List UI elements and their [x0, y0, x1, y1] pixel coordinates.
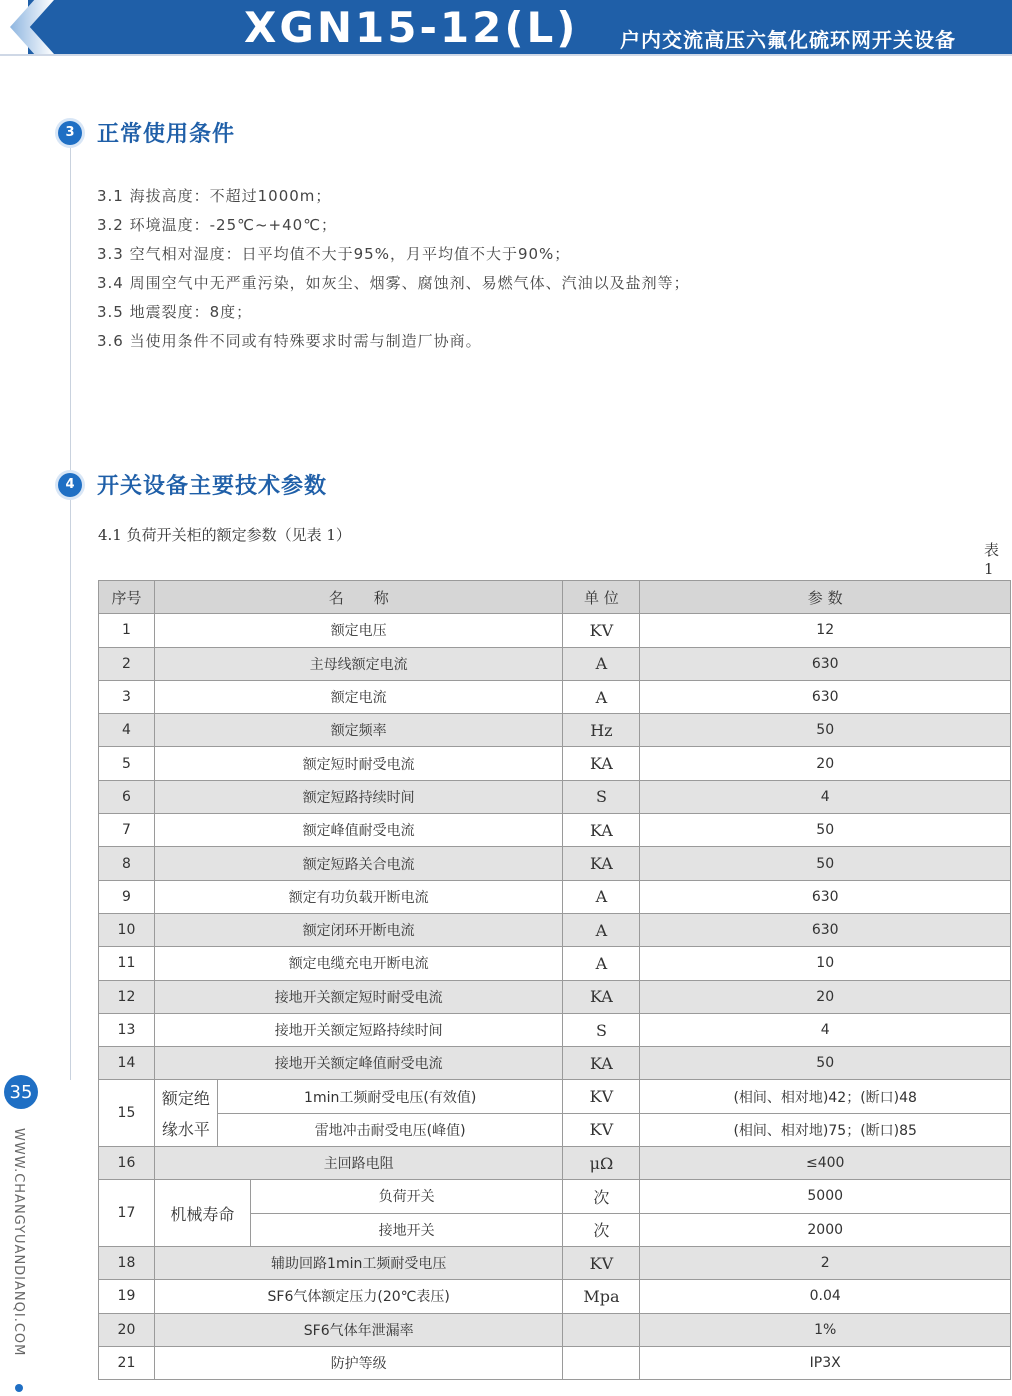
row-number: 9 — [99, 880, 155, 913]
group-label-line: 额定绝 — [161, 1089, 210, 1109]
table-row — [99, 814, 1011, 847]
table-row — [99, 1246, 1011, 1279]
table-row — [99, 847, 1011, 880]
parameter-value: 630 — [640, 880, 1011, 913]
parameter-name: 辅助回路1min工频耐受电压 — [154, 1246, 563, 1279]
rated-parameters-table — [98, 580, 1011, 1380]
header-no: 序号 — [99, 581, 155, 614]
table-label: 表 1 — [984, 541, 1000, 578]
parameter-value: 0.04 — [640, 1280, 1011, 1313]
parameter-name: 额定电缆充电开断电流 — [154, 947, 563, 980]
parameter-unit: A — [563, 880, 640, 913]
row-number: 7 — [99, 814, 155, 847]
row-number: 17 — [99, 1180, 155, 1247]
parameter-unit: 次 — [563, 1180, 640, 1213]
header-name: 名 称 — [154, 581, 563, 614]
row-number: 18 — [99, 1246, 155, 1279]
table-header-row — [99, 581, 1011, 614]
parameter-unit: Mpa — [563, 1280, 640, 1313]
parameter-name: 接地开关额定短路持续时间 — [154, 1013, 563, 1046]
parameter-value: 50 — [640, 1047, 1011, 1080]
parameter-value: ≤400 — [640, 1147, 1011, 1180]
table-row — [99, 913, 1011, 946]
mechanical-life-group: 机械寿命 — [154, 1180, 250, 1247]
parameter-value: 10 — [640, 947, 1011, 980]
row-number: 8 — [99, 847, 155, 880]
parameter-name: 接地开关额定峰值耐受电流 — [154, 1047, 563, 1080]
parameter-name: 额定电压 — [154, 614, 563, 647]
parameter-name: 主母线额定电流 — [154, 647, 563, 680]
insulation-level-group — [154, 1080, 217, 1147]
section-number-badge: 4 — [58, 473, 82, 497]
parameter-name: 额定闭环开断电流 — [154, 913, 563, 946]
condition-item: 3.4 周围空气中无严重污染，如灰尘、烟雾、腐蚀剂、易燃气体、汽油以及盐剂等； — [97, 274, 690, 292]
table-row — [99, 880, 1011, 913]
row-number: 4 — [99, 714, 155, 747]
table-intro-text: 4.1 负荷开关柜的额定参数（见表 1） — [98, 526, 351, 544]
parameter-name: 雷地冲击耐受电压(峰值) — [217, 1113, 563, 1146]
table-row — [99, 1180, 1011, 1213]
table-row — [99, 614, 1011, 647]
table-row — [99, 1047, 1011, 1080]
condition-item: 3.1 海拔高度：不超过1000m； — [97, 187, 332, 205]
parameter-unit: 次 — [563, 1213, 640, 1246]
website-url: WWW.CHANGYUANDIANQI.COM — [11, 1128, 26, 1357]
parameter-value: 12 — [640, 614, 1011, 647]
page-header — [0, 0, 1012, 56]
parameter-unit — [563, 1346, 640, 1379]
row-number: 19 — [99, 1280, 155, 1313]
table-row — [99, 1280, 1011, 1313]
parameter-unit: KA — [563, 847, 640, 880]
row-number: 3 — [99, 680, 155, 713]
parameter-unit: S — [563, 1013, 640, 1046]
parameter-value: 2 — [640, 1246, 1011, 1279]
section-number-badge: 3 — [58, 121, 82, 145]
header-unit: 单 位 — [563, 581, 640, 614]
parameter-name: 额定短时耐受电流 — [154, 747, 563, 780]
parameter-name: 接地开关 — [250, 1213, 563, 1246]
parameter-unit: KA — [563, 1047, 640, 1080]
parameter-unit: KA — [563, 980, 640, 1013]
parameter-value: (相间、相对地)75；(断口)85 — [640, 1113, 1011, 1146]
parameter-value: (相间、相对地)42；(断口)48 — [640, 1080, 1011, 1113]
bullet-dot-icon — [15, 1384, 23, 1392]
parameter-unit: S — [563, 780, 640, 813]
parameter-unit: A — [563, 913, 640, 946]
row-number: 16 — [99, 1147, 155, 1180]
parameter-unit — [563, 1313, 640, 1346]
parameter-name: 防护等级 — [154, 1346, 563, 1379]
table-row — [99, 647, 1011, 680]
table-row — [99, 1147, 1011, 1180]
parameter-value: 630 — [640, 647, 1011, 680]
parameter-value: IP3X — [640, 1346, 1011, 1379]
parameter-value: 1% — [640, 1313, 1011, 1346]
parameter-name: 额定短路关合电流 — [154, 847, 563, 880]
parameter-value: 50 — [640, 847, 1011, 880]
parameter-name: 主回路电阻 — [154, 1147, 563, 1180]
condition-item: 3.2 环境温度：-25℃~+40℃； — [97, 216, 338, 234]
row-number: 6 — [99, 780, 155, 813]
table-row — [99, 1013, 1011, 1046]
parameter-value: 20 — [640, 747, 1011, 780]
parameter-unit: A — [563, 947, 640, 980]
parameter-unit: A — [563, 647, 640, 680]
parameter-value: 50 — [640, 814, 1011, 847]
section-title: 正常使用条件 — [97, 122, 236, 147]
table-row — [99, 714, 1011, 747]
row-number: 2 — [99, 647, 155, 680]
parameter-name: 额定电流 — [154, 680, 563, 713]
parameter-unit: KV — [563, 1080, 640, 1113]
row-number: 12 — [99, 980, 155, 1013]
parameter-value: 5000 — [640, 1180, 1011, 1213]
parameter-unit: KV — [563, 1246, 640, 1279]
parameter-name: 额定短路持续时间 — [154, 780, 563, 813]
row-number: 21 — [99, 1346, 155, 1379]
parameter-value: 4 — [640, 780, 1011, 813]
parameter-name: 额定有功负载开断电流 — [154, 880, 563, 913]
group-label-line: 缘水平 — [161, 1120, 210, 1140]
parameter-value: 50 — [640, 714, 1011, 747]
table-row — [99, 780, 1011, 813]
parameter-name: SF6气体年泄漏率 — [154, 1313, 563, 1346]
table-row — [99, 980, 1011, 1013]
row-number: 13 — [99, 1013, 155, 1046]
conditions-list — [97, 182, 690, 356]
table-row — [99, 1346, 1011, 1379]
parameter-value: 630 — [640, 913, 1011, 946]
parameter-value: 20 — [640, 980, 1011, 1013]
parameter-value: 630 — [640, 680, 1011, 713]
parameter-unit: KV — [563, 1113, 640, 1146]
header-divider — [0, 54, 1012, 56]
page-number: 35 — [4, 1075, 38, 1109]
parameter-value: 2000 — [640, 1213, 1011, 1246]
parameter-unit: Hz — [563, 714, 640, 747]
parameter-name: 额定峰值耐受电流 — [154, 814, 563, 847]
parameter-name: SF6气体额定压力(20℃表压) — [154, 1280, 563, 1313]
parameter-unit: KV — [563, 614, 640, 647]
condition-item: 3.3 空气相对湿度：日平均值不大于95%，月平均值不大于90%； — [97, 245, 571, 263]
table-row — [99, 680, 1011, 713]
parameter-unit: μΩ — [563, 1147, 640, 1180]
table-row — [99, 1113, 1011, 1146]
parameter-unit: KA — [563, 814, 640, 847]
row-number: 5 — [99, 747, 155, 780]
row-number: 11 — [99, 947, 155, 980]
parameter-unit: A — [563, 680, 640, 713]
product-model-title: XGN15-12(L) — [244, 3, 579, 52]
row-number: 1 — [99, 614, 155, 647]
parameter-name: 负荷开关 — [250, 1180, 563, 1213]
parameter-unit: KA — [563, 747, 640, 780]
condition-item: 3.5 地震裂度：8度； — [97, 303, 253, 321]
parameter-value: 4 — [640, 1013, 1011, 1046]
table-row — [99, 1080, 1011, 1113]
row-number: 10 — [99, 913, 155, 946]
section-title: 开关设备主要技术参数 — [97, 474, 328, 499]
header-value: 参 数 — [640, 581, 1011, 614]
parameter-name: 接地开关额定短时耐受电流 — [154, 980, 563, 1013]
section-4-heading — [58, 469, 327, 500]
row-number: 20 — [99, 1313, 155, 1346]
table-row — [99, 947, 1011, 980]
condition-item: 3.6 当使用条件不同或有特殊要求时需与制造厂协商。 — [97, 332, 482, 350]
section-3-heading — [58, 117, 235, 148]
table-row — [99, 747, 1011, 780]
row-number: 14 — [99, 1047, 155, 1080]
row-number: 15 — [99, 1080, 155, 1147]
section-vertical-rule — [70, 140, 71, 1080]
parameter-name: 1min工频耐受电压(有效值) — [217, 1080, 563, 1113]
parameter-name: 额定频率 — [154, 714, 563, 747]
product-subtitle: 户内交流高压六氟化硫环网开关设备 — [620, 28, 956, 52]
table-row — [99, 1313, 1011, 1346]
